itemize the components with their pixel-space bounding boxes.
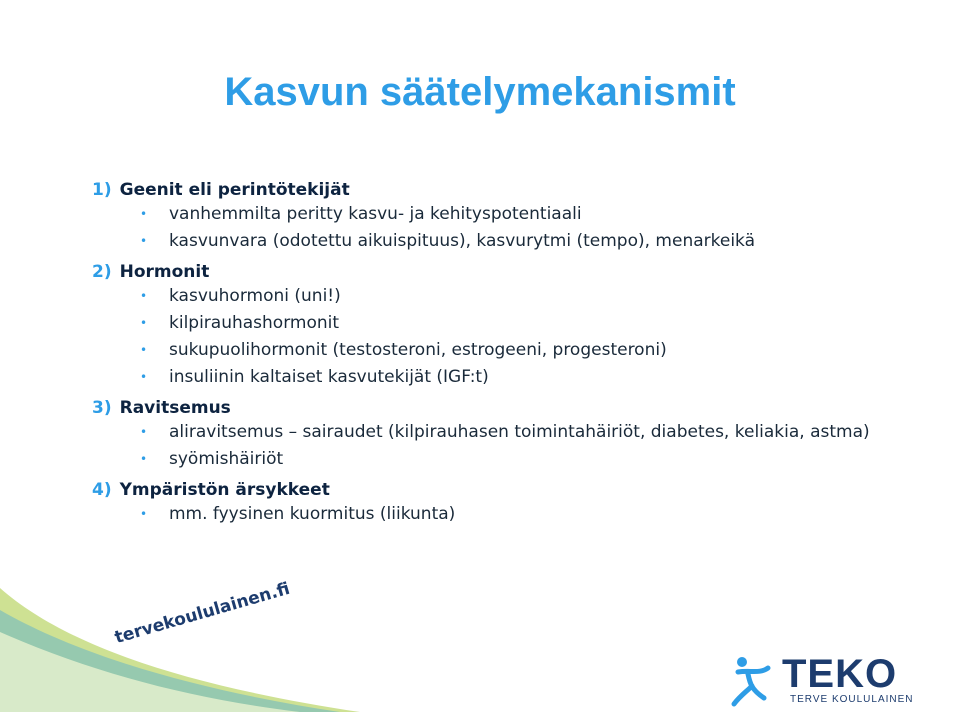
bullet-list bbox=[92, 286, 922, 388]
list-item: • mm. fyysinen kuormitus (liikunta) bbox=[140, 504, 456, 524]
bullet-icon: • bbox=[140, 234, 148, 248]
bullet-list bbox=[92, 422, 922, 470]
slide-content bbox=[92, 176, 922, 531]
section-number: 1) bbox=[92, 180, 112, 200]
bullet-list bbox=[92, 504, 922, 525]
list-item: • syömishäiriöt bbox=[140, 449, 284, 469]
running-figure-icon bbox=[730, 652, 782, 708]
section-nutrition bbox=[92, 394, 922, 470]
section-number: 3) bbox=[92, 398, 112, 418]
bullet-icon: • bbox=[140, 289, 148, 303]
list-item: • kasvuhormoni (uni!) bbox=[140, 286, 341, 306]
bullet-icon: • bbox=[140, 452, 148, 466]
bullet-icon: • bbox=[140, 316, 148, 330]
bullet-list bbox=[92, 204, 922, 252]
section-title: Ravitsemus bbox=[119, 398, 231, 418]
section-heading bbox=[92, 258, 922, 286]
section-heading bbox=[92, 394, 922, 422]
section-genes bbox=[92, 176, 922, 252]
section-title: Geenit eli perintötekijät bbox=[119, 180, 350, 200]
list-item: • kilpirauhashormonit bbox=[140, 313, 340, 333]
list-item: • insuliinin kaltaiset kasvutekijät (IGF:t) bbox=[140, 367, 489, 387]
section-title: Hormonit bbox=[119, 262, 210, 282]
section-heading bbox=[92, 176, 922, 204]
list-item: • kasvunvara (odotettu aikuispituus), kasvurytmi (tempo), menarkeikä bbox=[140, 231, 756, 251]
list-item: • aliravitsemus – sairaudet (kilpirauhasen toimintahäiriöt, diabetes, keliakia, astma) bbox=[140, 422, 870, 442]
list-item: • vanhemmilta peritty kasvu- ja kehityspotentiaali bbox=[140, 204, 582, 224]
section-environment bbox=[92, 476, 922, 525]
slide-title: Kasvun säätelymekanismit bbox=[224, 70, 736, 114]
bullet-icon: • bbox=[140, 343, 148, 357]
logo-wordmark: TEKO bbox=[782, 652, 898, 696]
bullet-icon: • bbox=[140, 507, 148, 521]
teko-logo bbox=[730, 652, 930, 708]
section-heading bbox=[92, 476, 922, 504]
section-number: 4) bbox=[92, 480, 112, 500]
bullet-icon: • bbox=[140, 370, 148, 384]
list-item: • sukupuolihormonit (testosteroni, estrogeeni, progesteroni) bbox=[140, 340, 667, 360]
section-hormones bbox=[92, 258, 922, 388]
bullet-icon: • bbox=[140, 207, 148, 221]
section-number: 2) bbox=[92, 262, 112, 282]
section-title: Ympäristön ärsykkeet bbox=[119, 480, 330, 500]
logo-tagline: TERVE KOULULAINEN bbox=[790, 694, 914, 705]
site-url: tervekoululainen.fi bbox=[112, 578, 293, 648]
bullet-icon: • bbox=[140, 425, 148, 439]
